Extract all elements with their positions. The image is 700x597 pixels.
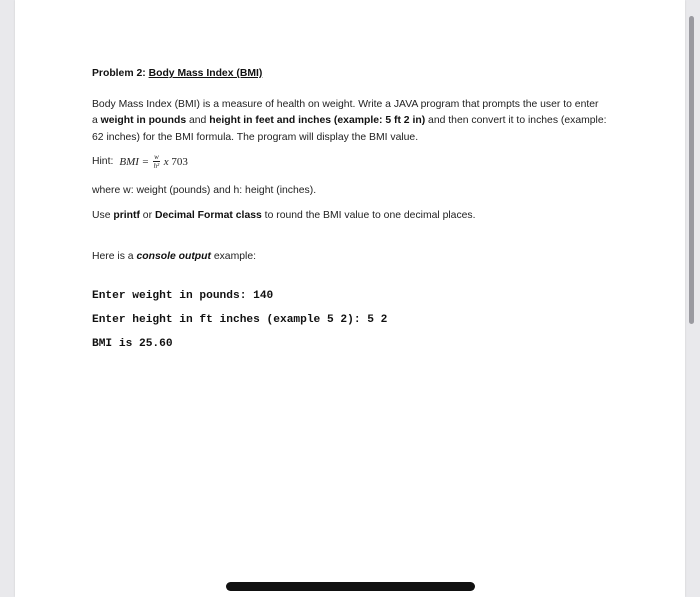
console-intro: Here is a console output example: — [92, 251, 256, 262]
bmi-formula-rhs: x 703 — [163, 155, 188, 168]
bmi-formula-lhs: BMI = — [119, 155, 150, 168]
console-line: BMI is 25.60 — [92, 338, 173, 350]
bmi-fraction: $\frac{w}{\text{h²}}$ — [153, 153, 160, 170]
problem-description: Body Mass Index (BMI) is a measure of health on weight. Write a JAVA program that prompts the user to enter a weight in pounds and height in feet and inches (example: 5 ft 2 in) and then convert it to inches (example: 62 inches) for the BMI formula. The program will display the BMI value. — [92, 99, 607, 143]
rounding-instruction: Use printf or Decimal Format class to round the BMI value to one decimal places. — [92, 210, 476, 221]
console-line: Enter weight in pounds: 140 — [92, 290, 274, 302]
home-indicator[interactable] — [226, 582, 475, 591]
hint-label: Hint: — [92, 155, 114, 167]
hint-line — [92, 153, 188, 170]
scrollbar[interactable] — [689, 16, 694, 324]
variable-definitions: where w: weight (pounds) and h: height (inches). — [92, 185, 317, 196]
problem-title: Problem 2: Body Mass Index (BMI) — [92, 68, 263, 79]
console-line: Enter height in ft inches (example 5 2): 5 2 — [92, 314, 388, 326]
